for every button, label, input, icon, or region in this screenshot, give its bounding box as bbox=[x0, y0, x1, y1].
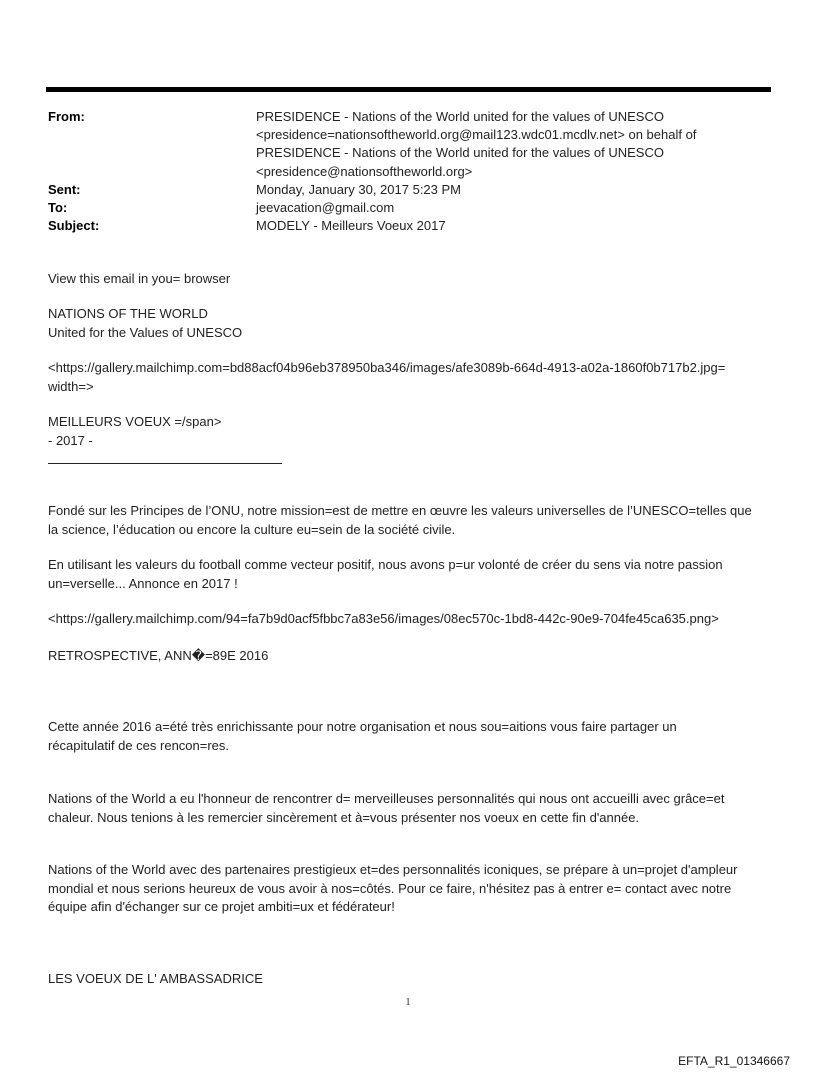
from-line: <presidence=nationsoftheworld.org@mail123.wdc01.mcdlv.net> on behalf of bbox=[256, 127, 697, 143]
image-url-2-line: <https://gallery.mailchimp.com/94=fa7b9d0acf5fbbc7a83e56/images/08ec570c-1bd8-442c-90e9-704fe45ca635.png> bbox=[48, 611, 719, 626]
paragraph-line: chaleur. Nous tenions à les remercier sincèrement et à=vous présenter nos voeux en cette fin d'année. bbox=[48, 809, 640, 825]
honour-paragraph bbox=[48, 790, 773, 827]
image-url-1-line: width=> bbox=[48, 378, 94, 394]
paragraph-line: équipe afin d'échanger sur ce projet ambiti=ux et fédérateur! bbox=[48, 899, 395, 914]
mission-paragraph bbox=[48, 502, 773, 539]
org-tagline: United for the Values of UNESCO bbox=[48, 324, 243, 340]
org-name: NATIONS OF THE WORLD bbox=[48, 306, 208, 321]
image-url-block-2 bbox=[48, 610, 773, 629]
paragraph-line: un=verselle... Annonce en 2017 ! bbox=[48, 575, 238, 591]
to-value: jeevacation@gmail.com bbox=[256, 200, 395, 216]
from-row bbox=[48, 108, 768, 181]
greeting-year: - 2017 - bbox=[48, 432, 93, 448]
football-paragraph bbox=[48, 556, 773, 593]
from-label: From: bbox=[48, 109, 85, 124]
email-header bbox=[48, 108, 768, 235]
from-value bbox=[256, 108, 768, 181]
greeting-block bbox=[48, 413, 773, 450]
paragraph-line: Cette année 2016 a=été très enrichissante pour notre organisation et nous sou=aitions vous faire partager un bbox=[48, 719, 677, 734]
retrospective-heading bbox=[48, 647, 773, 666]
from-line: PRESIDENCE - Nations of the World united for the values of UNESCO bbox=[256, 145, 664, 161]
retrospective-title: RETROSPECTIVE, ANN�=89E 2016 bbox=[48, 648, 269, 663]
paragraph-line: Nations of the World a eu l'honneur de rencontrer d= merveilleuses personnalités qui nous ont accueilli avec grâce=et bbox=[48, 791, 725, 806]
sent-value: Monday, January 30, 2017 5:23 PM bbox=[256, 181, 461, 197]
paragraph-line: mondial et nous serions heureux de vous avoir à nos=côtés. Pour ce faire, n'hésitez pas à entrer e= contact avec notre bbox=[48, 880, 732, 896]
subject-value: MODELY - Meilleurs Voeux 2017 bbox=[256, 218, 446, 234]
view-in-browser-text: View this email in you= browser bbox=[48, 271, 231, 286]
to-row bbox=[48, 199, 768, 217]
view-in-browser-line bbox=[48, 270, 773, 289]
paragraph-line: En utilisant les valeurs du football comme vecteur positif, nous avons p=ur volonté de créer du sens via notre passion bbox=[48, 557, 723, 572]
image-url-1-line: <https://gallery.mailchimp.com=bd88acf04b96eb378950ba346/images/afe3089b-664d-4913-a02a-1860f0b717b2.jpg= bbox=[48, 360, 726, 375]
sent-label: Sent: bbox=[48, 181, 81, 197]
page-number: 1 bbox=[405, 997, 411, 1008]
image-url-block-1 bbox=[48, 359, 773, 396]
paragraph-line: récapitulatif de ces rencon=res. bbox=[48, 737, 230, 753]
org-block bbox=[48, 305, 773, 342]
ambassador-title: LES VOEUX DE L' AMBASSADRICE bbox=[48, 971, 263, 986]
greeting-title: MEILLEURS VOEUX =/span> bbox=[48, 414, 222, 429]
section-divider bbox=[48, 463, 282, 464]
from-line: <presidence@nationsoftheworld.org> bbox=[256, 163, 473, 179]
from-line: PRESIDENCE - Nations of the World united for the values of UNESCO bbox=[256, 109, 664, 124]
paragraph-line: Fondé sur les Principes de l’ONU, notre mission=est de mettre en œuvre les valeurs universelles de l’UNESCO=telles que bbox=[48, 503, 752, 518]
to-label: To: bbox=[48, 200, 68, 216]
bates-number: EFTA_R1_01346667 bbox=[678, 1054, 790, 1068]
ambassador-heading bbox=[48, 970, 773, 989]
paragraph-line: Nations of the World avec des partenaires prestigieux et=des personnalités iconiques, se prépare à un=projet d'ampleur bbox=[48, 862, 738, 877]
subject-label: Subject: bbox=[48, 218, 100, 234]
header-top-rule bbox=[46, 87, 771, 92]
project-paragraph bbox=[48, 861, 773, 917]
year-paragraph bbox=[48, 718, 773, 755]
sent-row bbox=[48, 181, 768, 199]
subject-row bbox=[48, 217, 768, 235]
paragraph-line: la science, l’éducation ou encore la culture eu=sein de la société civile. bbox=[48, 521, 456, 537]
